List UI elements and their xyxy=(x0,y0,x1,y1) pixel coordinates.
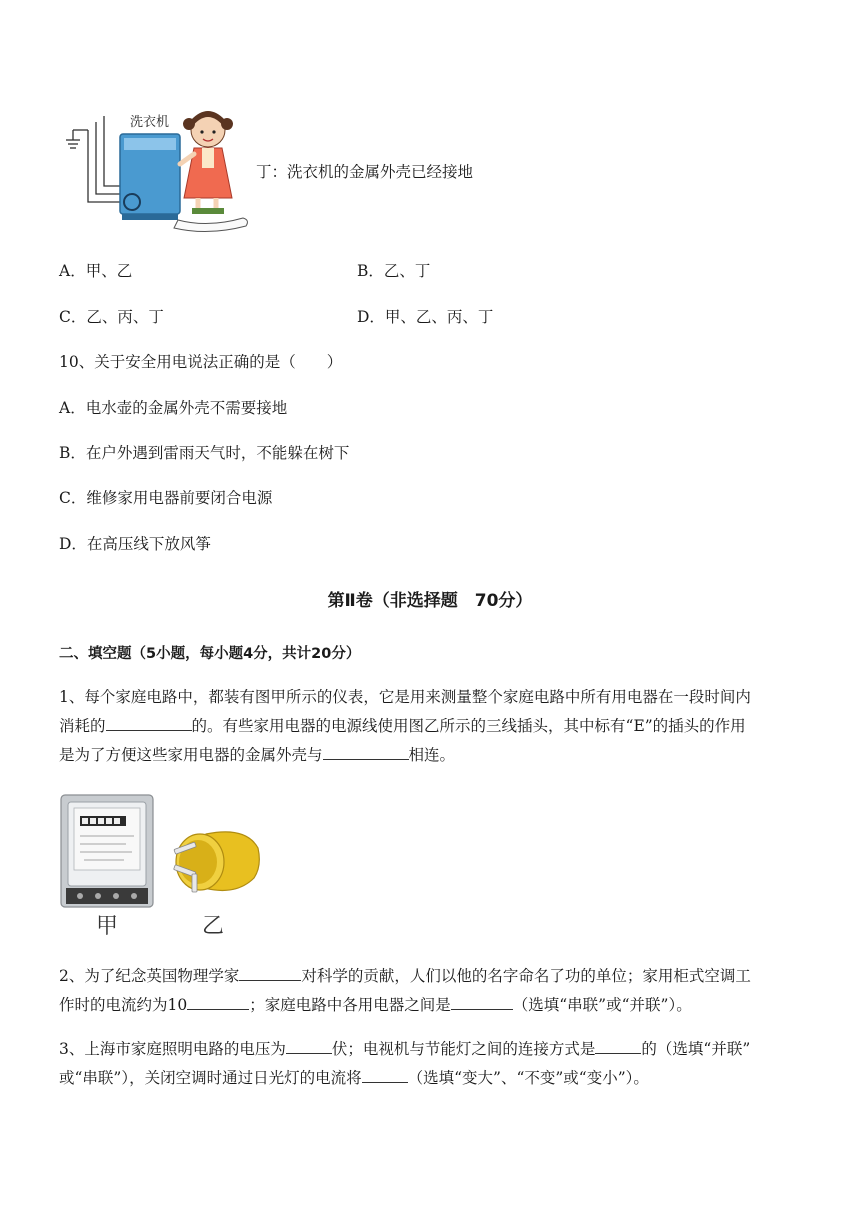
q10-option-a: A．电水壶的金属外壳不需要接地 xyxy=(59,399,288,417)
fill1-blank-2[interactable] xyxy=(323,743,409,760)
section2-heading: 二、填空题（5小题，每小题4分，共计20分） xyxy=(59,646,361,662)
fill2-text-c: 作时的电流约为10 xyxy=(59,996,188,1014)
fill3-text-b: 伏；电视机与节能灯之间的连接方式是 xyxy=(331,1040,596,1058)
washer-caption: 丁：洗衣机的金属外壳已经接地 xyxy=(256,163,474,181)
figure-label-jia: 甲 xyxy=(96,914,119,939)
three-pin-plug-image xyxy=(166,826,262,898)
fill1-text-c: 是为了方便这些家用电器的金属外壳与 xyxy=(59,746,323,764)
fill2-blank-2[interactable] xyxy=(187,993,249,1010)
q9-option-b: B．乙、丁 xyxy=(357,262,431,280)
fill2-text-e: （选填“串联”或“并联”）。 xyxy=(512,996,692,1014)
fill3-blank-2[interactable] xyxy=(595,1037,641,1054)
fill2-text-d: ；家庭电路中各用电器之间是 xyxy=(249,996,451,1014)
part2-title: 第Ⅱ卷（非选择题 70分） xyxy=(327,591,533,611)
fill1-line2 xyxy=(59,712,819,741)
fill1-text-b: 的。有些家用电器的电源线使用图乙所示的三线插头，其中标有“E”的插头的作用 xyxy=(191,717,746,735)
q10-stem: 10、关于安全用电说法正确的是（ ） xyxy=(59,353,343,371)
fill1-text-d: 相连。 xyxy=(408,746,456,764)
fill2-text-b: 对科学的贡献，人们以他的名字命名了功的单位；家用柜式空调工 xyxy=(301,967,751,985)
fill2-line2 xyxy=(59,991,829,1020)
fill3-paragraph xyxy=(59,1035,829,1093)
figure-label-yi: 乙 xyxy=(202,914,225,939)
fill1-paragraph xyxy=(59,683,819,770)
q10-option-c: C．维修家用电器前要闭合电源 xyxy=(59,489,273,507)
washing-machine-illustration xyxy=(58,102,254,238)
q9-option-c: C．乙、丙、丁 xyxy=(59,308,164,326)
electric-meter-image xyxy=(60,794,154,908)
fill3-blank-3[interactable] xyxy=(362,1066,408,1083)
fill3-line1 xyxy=(59,1035,829,1064)
fill2-text-a: 2、为了纪念英国物理学家 xyxy=(59,967,240,985)
q10-option-b: B．在户外遇到雷雨天气时，不能躲在树下 xyxy=(59,444,350,462)
fill3-text-c: 的（选填“并联” xyxy=(641,1040,751,1058)
fill3-blank-1[interactable] xyxy=(286,1037,332,1054)
fill3-text-d: 或“串联”），关闭空调时通过日光灯的电流将 xyxy=(59,1069,362,1087)
fill1-line3 xyxy=(59,741,819,770)
washer-sign: 洗衣机 xyxy=(130,115,170,130)
fill2-paragraph xyxy=(59,962,829,1020)
fill1-blank-1[interactable] xyxy=(106,714,192,731)
fill2-blank-1[interactable] xyxy=(239,964,301,981)
fill3-line2 xyxy=(59,1064,829,1093)
fill1-text-a: 消耗的 xyxy=(59,717,106,735)
fill2-line1 xyxy=(59,962,829,991)
fill1-line1: 1、每个家庭电路中，都装有图甲所示的仪表，它是用来测量整个家庭电路中所有用电器在一段时间内 xyxy=(59,688,751,706)
q10-option-d: D．在高压线下放风筝 xyxy=(59,535,211,553)
q9-option-a: A．甲、乙 xyxy=(59,262,133,280)
q9-option-d: D．甲、乙、丙、丁 xyxy=(357,308,494,326)
fill3-text-e: （选填“变大”、“不变”或“变小”）。 xyxy=(407,1069,649,1087)
fill3-text-a: 3、上海市家庭照明电路的电压为 xyxy=(59,1040,286,1058)
fill2-blank-3[interactable] xyxy=(451,993,513,1010)
